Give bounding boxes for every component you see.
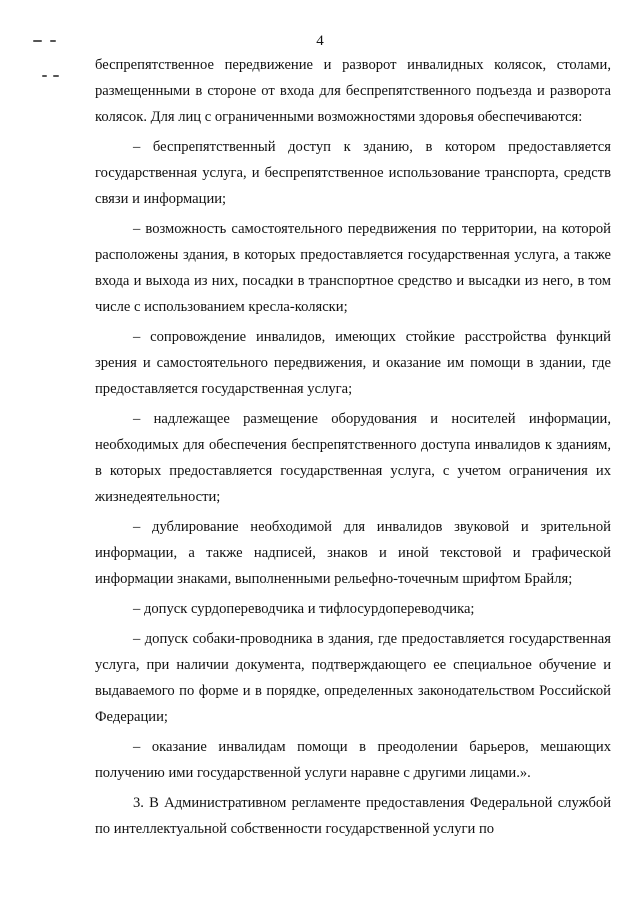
list-item-sign-interpreter: – допуск сурдопереводчика и тифлосурдопереводчика; <box>133 601 475 617</box>
list-item-information-duplication: – дублирование необходимой для инвалидов звуковой и зрительной информации, а также надписей, знаков и иной текстовой и графической информации знаками, выполненными рельефно-точечным шрифтом Брайля; <box>95 519 611 587</box>
scan-mark-bottom-2 <box>53 75 59 77</box>
paragraph-continuation: беспрепятственное передвижение и разворот инвалидных колясок, столами, размещенными в стороне от входа для беспрепятственного подъезда и разворота колясок. Для лиц с ограниченными возможностями здоровья обеспечиваются: <box>95 57 611 125</box>
page-number: 4 <box>316 33 324 49</box>
document-body <box>95 52 611 842</box>
list-item-access-building: – беспрепятственный доступ к зданию, в котором предоставляется государственная услуга, и беспрепятственное использование транспорта, средств связи и информации; <box>95 139 611 207</box>
list-item-escort: – сопровождение инвалидов, имеющих стойкие расстройства функций зрения и самостоятельного передвижения, и оказание им помощи в здании, где предоставляется государственная услуга; <box>95 329 611 397</box>
scan-mark-bottom <box>42 75 47 77</box>
numbered-paragraph-3: 3. В Административном регламенте предоставления Федеральной службой по интеллектуальной собственности государственной услуги по <box>95 795 611 837</box>
list-item-guide-dog: – допуск собаки-проводника в здания, где предоставляется государственная услуга, при наличии документа, подтверждающего ее специальное обучение и выдаваемого по форме и в порядке, определенных законодательством Российской Федерации; <box>95 631 611 725</box>
list-item-barrier-assistance: – оказание инвалидам помощи в преодолении барьеров, мешающих получению ими государственной услуги наравне с другими лицами.». <box>95 739 611 781</box>
list-item-movement-territory: – возможность самостоятельного передвижения по территории, на которой расположены здания, в которых предоставляется государственная услуга, а также входа и выхода из них, посадки в транспортное средство и высадки из него, в том числе с использованием кресла-коляски; <box>95 221 611 315</box>
list-item-equipment-placement: – надлежащее размещение оборудования и носителей информации, необходимых для обеспечения беспрепятственного доступа инвалидов к зданиям, в которых предоставляется государственная услуга, с учетом ограничения их жизнедеятельности; <box>95 411 611 505</box>
